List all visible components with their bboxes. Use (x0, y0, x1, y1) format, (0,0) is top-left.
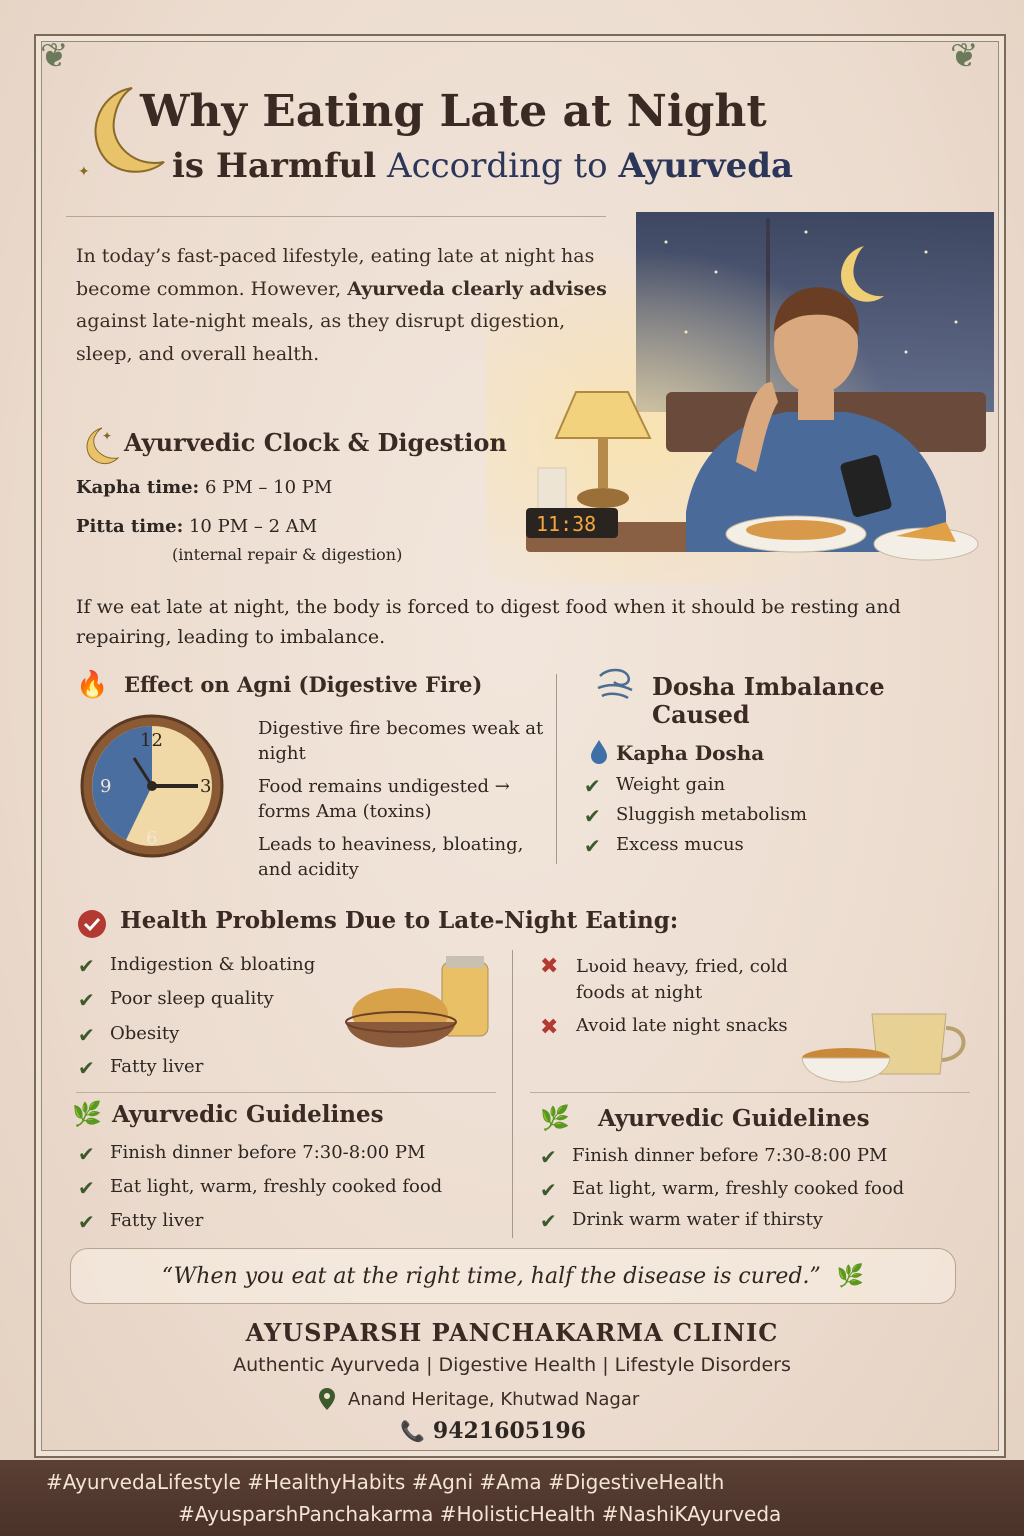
guideline-item (540, 1145, 887, 1169)
subtitle-part-3: Ayurveda (618, 146, 794, 186)
problem-item (78, 1023, 179, 1047)
intro-text-1: In today’s fast-paced lifestyle, eating late at night has become common. However, (76, 245, 595, 300)
check-icon: ✔ (540, 1178, 557, 1202)
dosha-item (584, 774, 725, 798)
pitta-time-value: 10 PM – 2 AM (188, 516, 318, 537)
subtitle-part-2: According to (387, 146, 608, 186)
guidelines-left-heading: Ayurvedic Guidelines (112, 1101, 384, 1128)
page-subtitle (172, 146, 793, 186)
crescent-moon-icon (76, 424, 120, 466)
guideline-item (78, 1176, 442, 1200)
quote-text: “When you eat at the right time, half the disease is cured.” (161, 1263, 821, 1289)
check-icon: ✔ (78, 1210, 95, 1234)
check-icon: ✔ (78, 988, 95, 1012)
agni-point: Leads to heaviness, bloating, and acidity (258, 834, 524, 880)
pitta-time-note: (internal repair & digestion) (172, 545, 403, 564)
guideline-text: Finish dinner before 7:30-8:00 PM (110, 1142, 426, 1163)
avoid-item (540, 954, 840, 1006)
corner-ornament-icon: ❦ (950, 36, 979, 76)
dosha-item (584, 804, 807, 828)
check-icon: ✔ (78, 954, 95, 978)
avoid-text: Lʋoid heavy, fried, cold foods at night (576, 956, 788, 1003)
column-divider (556, 674, 557, 864)
quote-banner (70, 1248, 956, 1304)
tea-and-bowl-illustration (796, 1004, 986, 1096)
avoid-text: Avoid late night snacks (576, 1015, 788, 1036)
guideline-text: Eat light, warm, freshly cooked food (572, 1178, 905, 1199)
problem-item (78, 988, 274, 1012)
pitta-time (76, 516, 317, 537)
section-divider (76, 1092, 496, 1093)
clinic-phone[interactable] (400, 1418, 586, 1444)
phone-icon: 📞 (400, 1419, 425, 1443)
clock-number-9: 9 (100, 776, 112, 797)
dosha-heading-line2: Caused (652, 700, 750, 729)
dosha-item (584, 834, 744, 858)
address-text: Anand Heritage, Khutwad Nagar (348, 1388, 640, 1410)
guideline-item (540, 1209, 823, 1233)
pitta-time-label: Pitta time: (76, 516, 184, 537)
dosha-item-text: Weight gain (616, 774, 726, 795)
check-icon: ✔ (78, 1142, 95, 1166)
problem-text: Obesity (110, 1023, 180, 1044)
kapha-time-value: 6 PM – 10 PM (204, 477, 333, 498)
check-icon: ✔ (78, 1023, 95, 1047)
check-icon: ✔ (584, 804, 601, 828)
fire-icon: 🔥 (76, 670, 109, 700)
problem-item (78, 954, 315, 978)
check-badge-icon (76, 908, 108, 940)
hashtags-line-1: #AyurvedaLifestyle #HealthyHabits #Agni #Ama #DigestiveHealth (46, 1470, 725, 1494)
page-title: Why Eating Late at Night (140, 86, 767, 137)
cross-icon: ✖ (540, 1015, 559, 1040)
kapha-dosha-subheading: Kapha Dosha (616, 741, 765, 765)
guidelines-right-heading: Ayurvedic Guidelines (598, 1105, 870, 1132)
clock-number-6: 6 (146, 828, 158, 849)
clock-section-heading: Ayurvedic Clock & Digestion (124, 428, 507, 457)
dosha-item-text: Excess mucus (616, 834, 744, 855)
column-divider (512, 950, 513, 1238)
section-divider (530, 1092, 970, 1093)
check-icon: ✔ (584, 834, 601, 858)
kapha-time (76, 477, 332, 498)
bowl-illustration (336, 952, 506, 1076)
guideline-text: Finish dinner before 7:30-8:00 PM (572, 1145, 888, 1166)
guideline-item (78, 1142, 425, 1166)
guideline-item (78, 1210, 203, 1234)
subtitle-part-1: is Harmful (172, 146, 377, 186)
clock-number-12: 12 (140, 730, 163, 751)
agni-point: Food remains undigested → forms Ama (toxins) (258, 776, 510, 822)
leaf-icon: 🌿 (72, 1100, 102, 1128)
guideline-text: Fatty liver (110, 1210, 204, 1231)
guideline-item (540, 1178, 904, 1202)
leaf-icon: 🌿 (540, 1104, 570, 1132)
intro-text-2: against late-night meals, as they disrupt digestion, sleep, and overall health. (76, 310, 566, 365)
cross-icon: ✖ (540, 954, 559, 979)
clinic-address (318, 1387, 639, 1411)
avoid-item (540, 1015, 788, 1040)
check-icon: ✔ (78, 1056, 95, 1080)
clock-illustration (60, 710, 244, 860)
problem-text: Indigestion & bloating (110, 954, 316, 975)
hashtags-line-2: #AyusparshPanchakarma #HolisticHealth #NashiKAyurveda (178, 1502, 782, 1526)
corner-ornament-icon: ❦ (40, 36, 69, 76)
dosha-item-text: Sluggish metabolism (616, 804, 807, 825)
guideline-text: Eat light, warm, freshly cooked food (110, 1176, 443, 1197)
kapha-time-label: Kapha time: (76, 477, 200, 498)
clinic-name: AYUSPARSH PANCHAKARMA CLINIC (245, 1318, 779, 1347)
intro-paragraph (76, 240, 616, 370)
intro-text-bold: Ayurveda clearly advises (347, 277, 607, 300)
check-icon: ✔ (78, 1176, 95, 1200)
location-pin-icon (318, 1387, 336, 1411)
agni-point: Digestive fire becomes weak at night (258, 718, 544, 764)
check-icon: ✔ (540, 1209, 557, 1233)
hashtag-footer (0, 1460, 1024, 1536)
imbalance-note: If we eat late at night, the body is forced to digest food when it should be resting and repairing, leading to imbalance. (76, 596, 901, 648)
problem-item (78, 1056, 203, 1080)
clinic-tagline: Authentic Ayurveda | Digestive Health | Lifestyle Disorders (233, 1354, 791, 1376)
svg-text:✦: ✦ (78, 164, 90, 180)
phone-number[interactable]: 9421605196 (432, 1418, 586, 1444)
agni-points (258, 716, 554, 890)
svg-text:✦: ✦ (102, 429, 113, 443)
check-icon: ✔ (584, 774, 601, 798)
health-heading: Health Problems Due to Late-Night Eating: (120, 907, 679, 934)
check-icon: ✔ (540, 1145, 557, 1169)
water-drop-icon (588, 738, 610, 764)
dosha-heading-line1: Dosha Imbalance (652, 672, 885, 701)
problem-text: Poor sleep quality (110, 988, 274, 1009)
clock-number-3: 3 (200, 776, 212, 797)
problem-text: Fatty liver (110, 1056, 204, 1077)
leaf-icon: 🌿 (836, 1263, 865, 1289)
swirl-icon (594, 664, 638, 704)
guideline-text: Drink warm water if thirsty (572, 1209, 823, 1230)
agni-heading: Effect on Agni (Digestive Fire) (124, 672, 483, 697)
alarm-clock-time: 11:38 (536, 512, 597, 536)
